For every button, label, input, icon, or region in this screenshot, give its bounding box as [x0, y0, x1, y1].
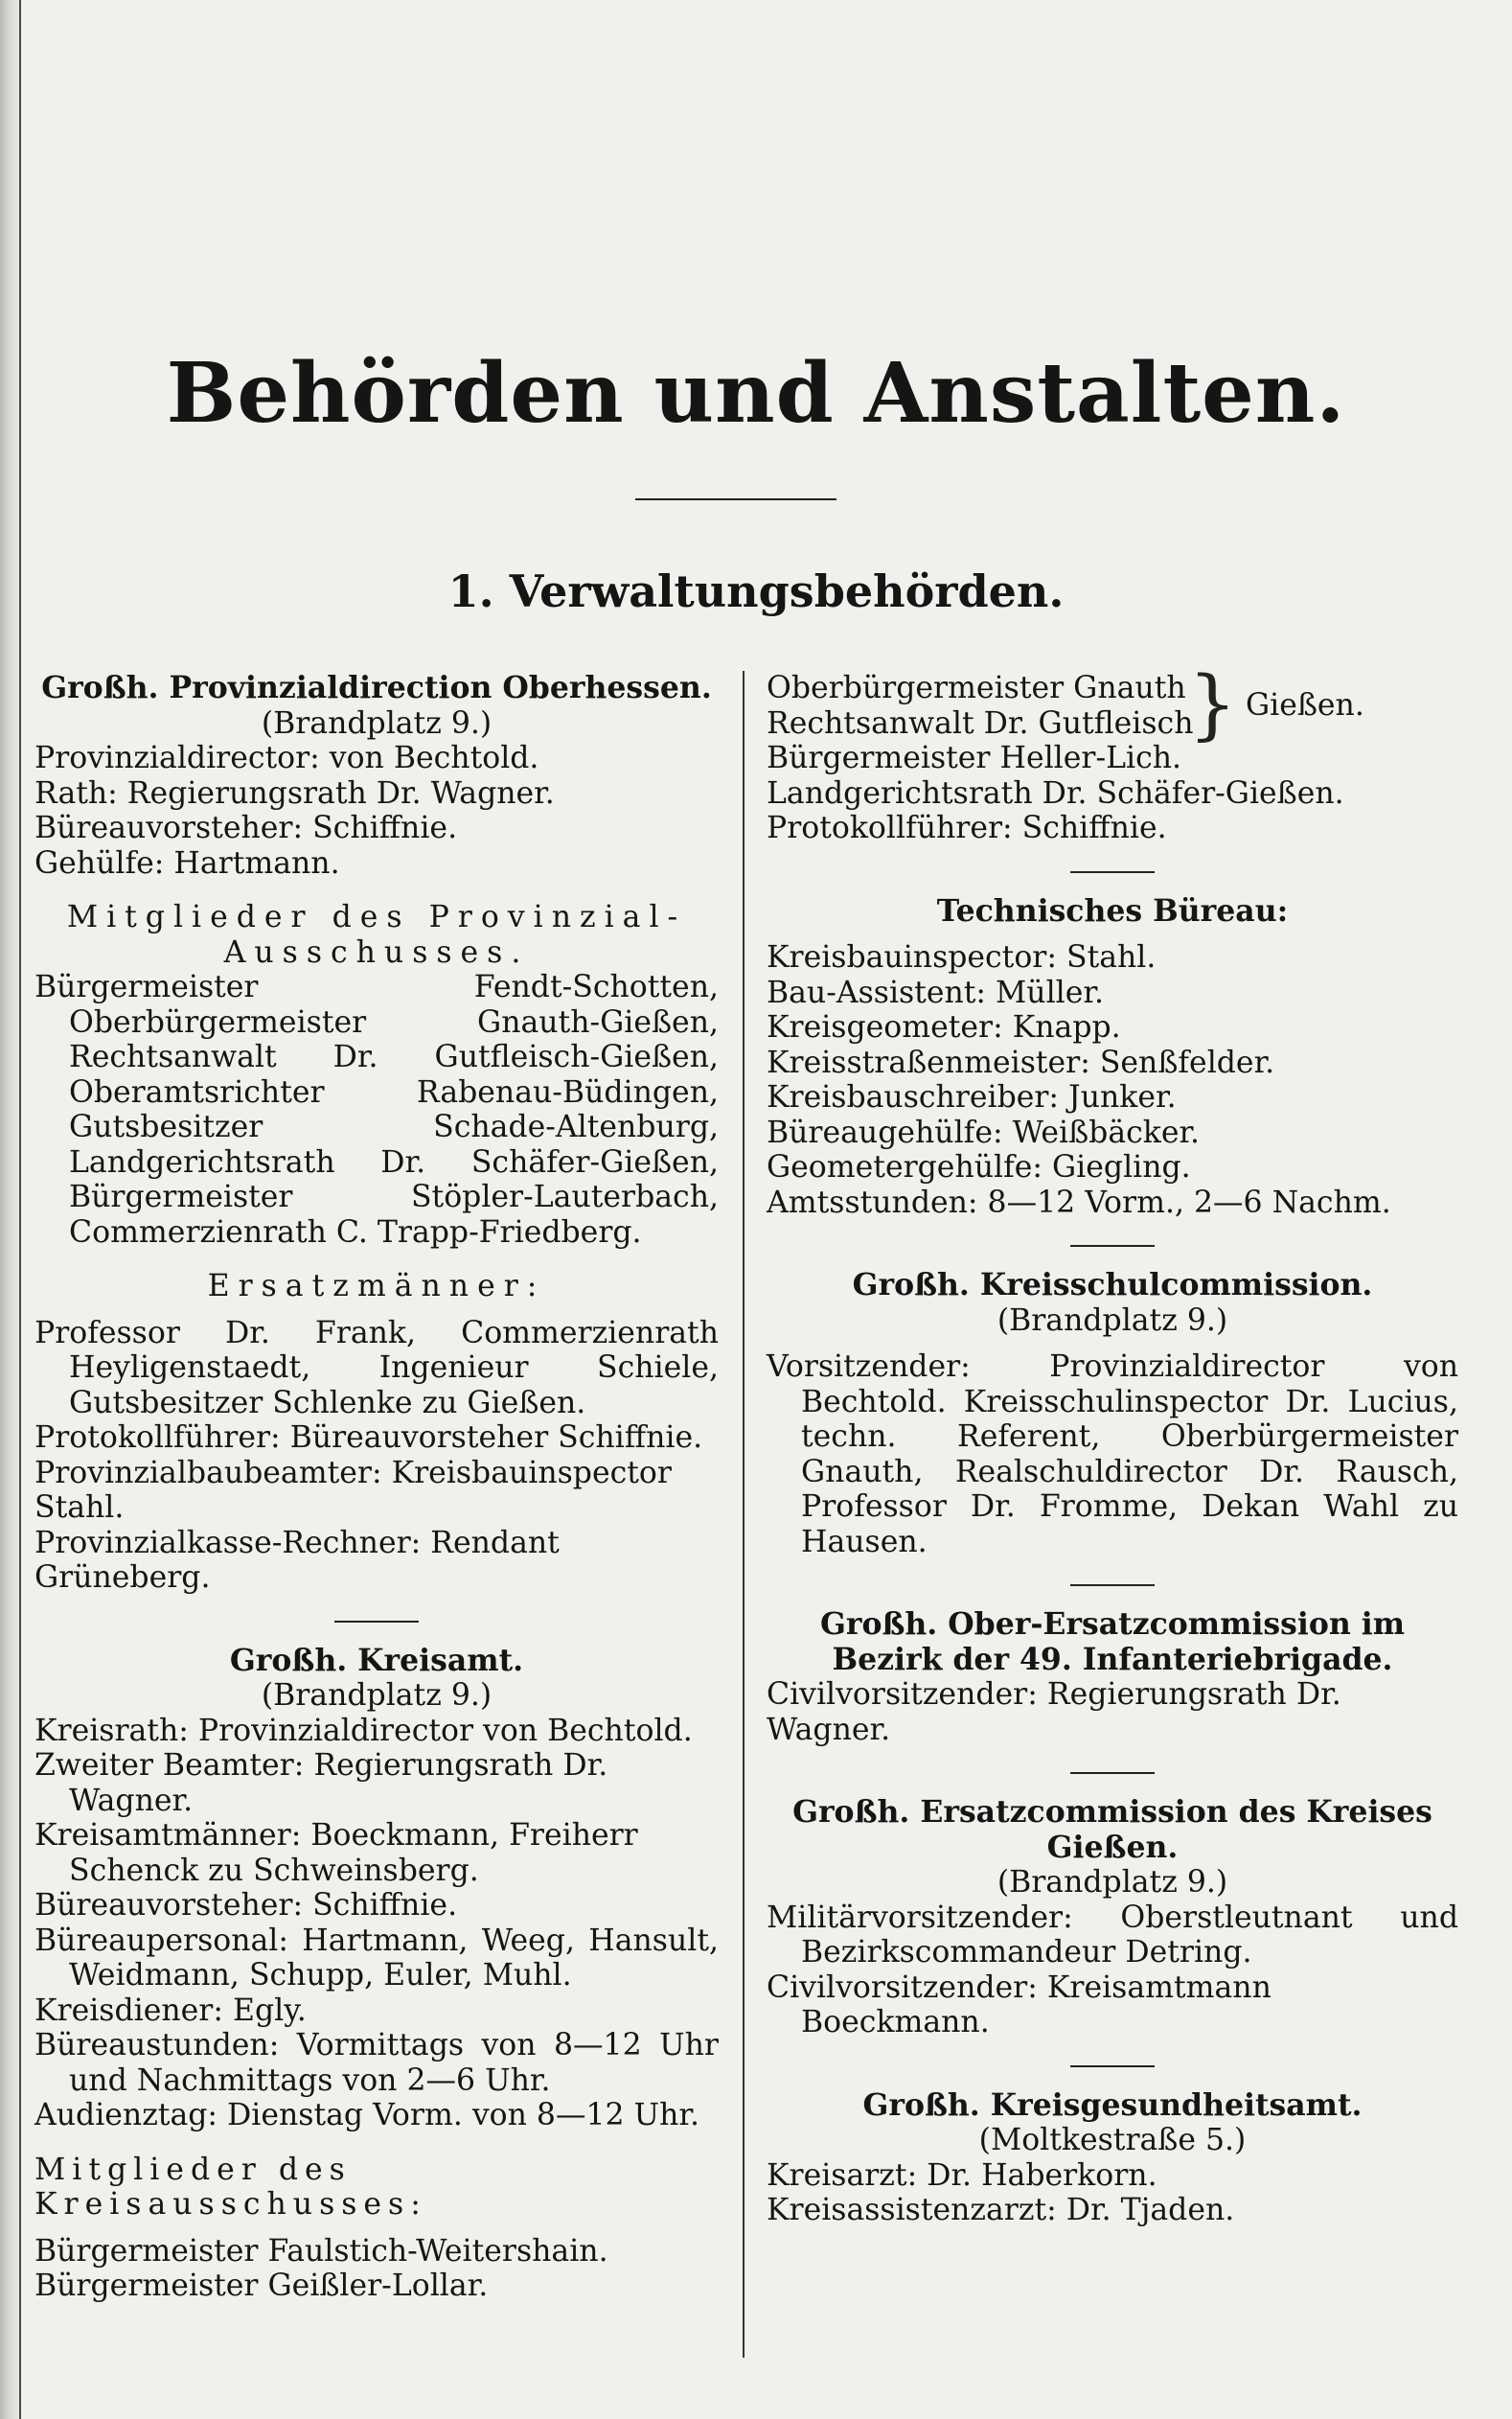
kreisamt-line: Zweiter Beamter: Regierungsrath Dr. Wagner. [34, 1748, 608, 1818]
ausschuss-heading: Mitglieder des Provinzial- [66, 900, 687, 934]
column-divider [743, 671, 745, 2358]
ersatzkreis-heading: Großh. Ersatzcommission des Kreises Gießen. [792, 1794, 1432, 1865]
brace-place: Gießen. [1246, 688, 1364, 723]
kreisamt-line: Büreaupersonal: Hartmann, Weeg, Hansult, Weidmann, Schupp, Euler, Muhl. [34, 1923, 719, 1993]
kreisamt-line: Kreisamtmänner: Boeckmann, Freiherr Schenck zu Schweinsberg. [34, 1818, 638, 1888]
section-rule [1070, 1584, 1155, 1586]
provinzial-address: (Brandplatz 9.) [261, 705, 493, 741]
kreisamt-address: (Brandplatz 9.) [261, 1678, 493, 1713]
section-rule [1070, 1245, 1155, 1247]
ersatzkreis-address: (Brandplatz 9.) [997, 1865, 1228, 1900]
ersatz-heading: Ersatzmänner: [207, 1269, 546, 1303]
continued-line: Bürgermeister Heller-Lich. [767, 741, 1182, 775]
gesundheit-line: Kreisassistenzarzt: Dr. Tjaden. [767, 2193, 1235, 2227]
kreisschul-address: (Brandplatz 9.) [997, 1302, 1228, 1338]
left-column [34, 671, 719, 2304]
section-rule [1070, 871, 1155, 873]
brace-line: Oberbürgermeister Gnauth [767, 671, 1186, 705]
kreisschul-heading: Großh. Kreisschulcommission. [852, 1267, 1373, 1302]
ersatzkreis-line: Militärvorsitzender: Oberstleutnant und Bezirkscommandeur Detring. [767, 1900, 1458, 1970]
section-rule [1070, 2065, 1155, 2067]
gießen-brace-group [767, 659, 1458, 749]
section-rule [334, 1621, 419, 1623]
ersatzkreis-line: Civilvorsitzender: Kreisamtmann Boeckmann. [767, 1970, 1271, 2039]
right-column [767, 659, 1458, 2228]
provinzial-extra-line: Protokollführer: Büreauvorsteher Schiffnie. [34, 1420, 703, 1455]
kreisamt-line: Kreisdiener: Egly. [34, 1993, 307, 2028]
kreisamt-heading: Großh. Kreisamt. [229, 1642, 524, 1678]
technisches-line: Bau-Assistent: Müller. [767, 975, 1104, 1010]
oberersatz-heading: Großh. Ober-Ersatzcommission im Bezirk der 49. Infanteriebrigade. [819, 1606, 1406, 1677]
ausschuss-heading: Ausschusses. [223, 934, 530, 970]
kreisausschuss-heading: Mitglieder des Kreisausschusses: [34, 2152, 427, 2222]
kreisamt-line: Büreaustunden: Vormittags von 8—12 Uhr und Nachmittags von 2—6 Uhr. [34, 2028, 719, 2098]
gesundheit-address: (Moltkestraße 5.) [978, 2123, 1247, 2157]
technisches-line: Kreisbauschreiber: Junker. [767, 1080, 1177, 1115]
brace-symbol: } [1188, 659, 1237, 749]
provinzial-extra-line: Provinzialbaubeamter: Kreisbauinspector Stahl. [34, 1455, 672, 1525]
continued-line: Landgerichtsrath Dr. Schäfer-Gießen. [767, 775, 1344, 811]
continued-line: Protokollführer: Schiffnie. [767, 811, 1167, 845]
provinzial-line: Büreauvorsteher: Schiffnie. [34, 811, 458, 845]
gesundheit-heading: Großh. Kreisgesundheitsamt. [862, 2086, 1363, 2123]
kreisamt-line: Büreauvorsteher: Schiffnie. [34, 1888, 458, 1923]
technisches-line: Kreisstraßenmeister: Senßfelder. [767, 1045, 1275, 1080]
section-rule [1070, 1772, 1155, 1774]
provinzial-heading: Großh. Provinzialdirection Oberhessen. [41, 670, 712, 705]
kreisamt-line: Audienztag: Dienstag Vorm. von 8—12 Uhr. [34, 2098, 699, 2132]
provinzial-line: Rath: Regierungsrath Dr. Wagner. [34, 775, 555, 811]
technisches-line: Kreisgeometer: Knapp. [767, 1010, 1121, 1045]
section-heading: 1. Verwaltungsbehörden. [447, 565, 1065, 617]
technisches-line: Geometergehülfe: Giegling. [767, 1150, 1191, 1185]
kreisausschuss-member: Bürgermeister Geißler-Lollar. [34, 2269, 489, 2303]
kreisamt-line: Kreisrath: Provinzialdirector von Bechtold. [34, 1713, 693, 1748]
technisches-line: Kreisbauinspector: Stahl. [767, 940, 1157, 975]
technisches-line: Amtsstunden: 8—12 Vorm., 2—6 Nachm. [767, 1185, 1391, 1220]
provinzial-line: Gehülfe: Hartmann. [34, 845, 340, 881]
technisches-heading: Technisches Büreau: [936, 892, 1289, 929]
gesundheit-line: Kreisarzt: Dr. Haberkorn. [767, 2157, 1157, 2193]
brace-line: Rechtsanwalt Dr. Gutfleisch [767, 705, 1194, 741]
technisches-line: Büreaugehülfe: Weißbäcker. [767, 1115, 1201, 1150]
oberersatz-line: Civilvorsitzender: Regierungsrath Dr. Wagner. [767, 1677, 1341, 1747]
kreisschul-text: Vorsitzender: Provinzialdirector von Bechtold. Kreisschulinspector Dr. Lucius, techn. Referent, Oberbürgermeister Gnauth, Realschuldirector Dr. Rausch, Professor Dr. Fromme, Dekan Wahl zu Hausen. [767, 1349, 1458, 1559]
title-rule [635, 498, 836, 500]
ausschuss-members: Bürgermeister Fendt-Schotten, Oberbürgermeister Gnauth-Gießen, Rechtsanwalt Dr. Gutfleisch-Gießen, Oberamtsrichter Rabenau-Büdingen, Gutsbesitzer Schade-Altenburg, Landgerichtsrath Dr. Schäfer-Gießen, Bürgermeister Stöpler-Lauterbach, Commerzienrath C. Trapp-Friedberg. [34, 970, 719, 1250]
provinzial-extra-line: Provinzialkasse-Rechner: Rendant Grüneberg. [34, 1525, 560, 1595]
page-title: Behörden und Anstalten. [166, 345, 1346, 442]
provinzial-line: Provinzialdirector: von Bechtold. [34, 741, 539, 775]
kreisausschuss-member: Bürgermeister Faulstich-Weitershain. [34, 2233, 608, 2269]
ersatz-members: Professor Dr. Frank, Commerzienrath Heyligenstaedt, Ingenieur Schiele, Gutsbesitzer Schlenke zu Gießen. [34, 1315, 719, 1420]
